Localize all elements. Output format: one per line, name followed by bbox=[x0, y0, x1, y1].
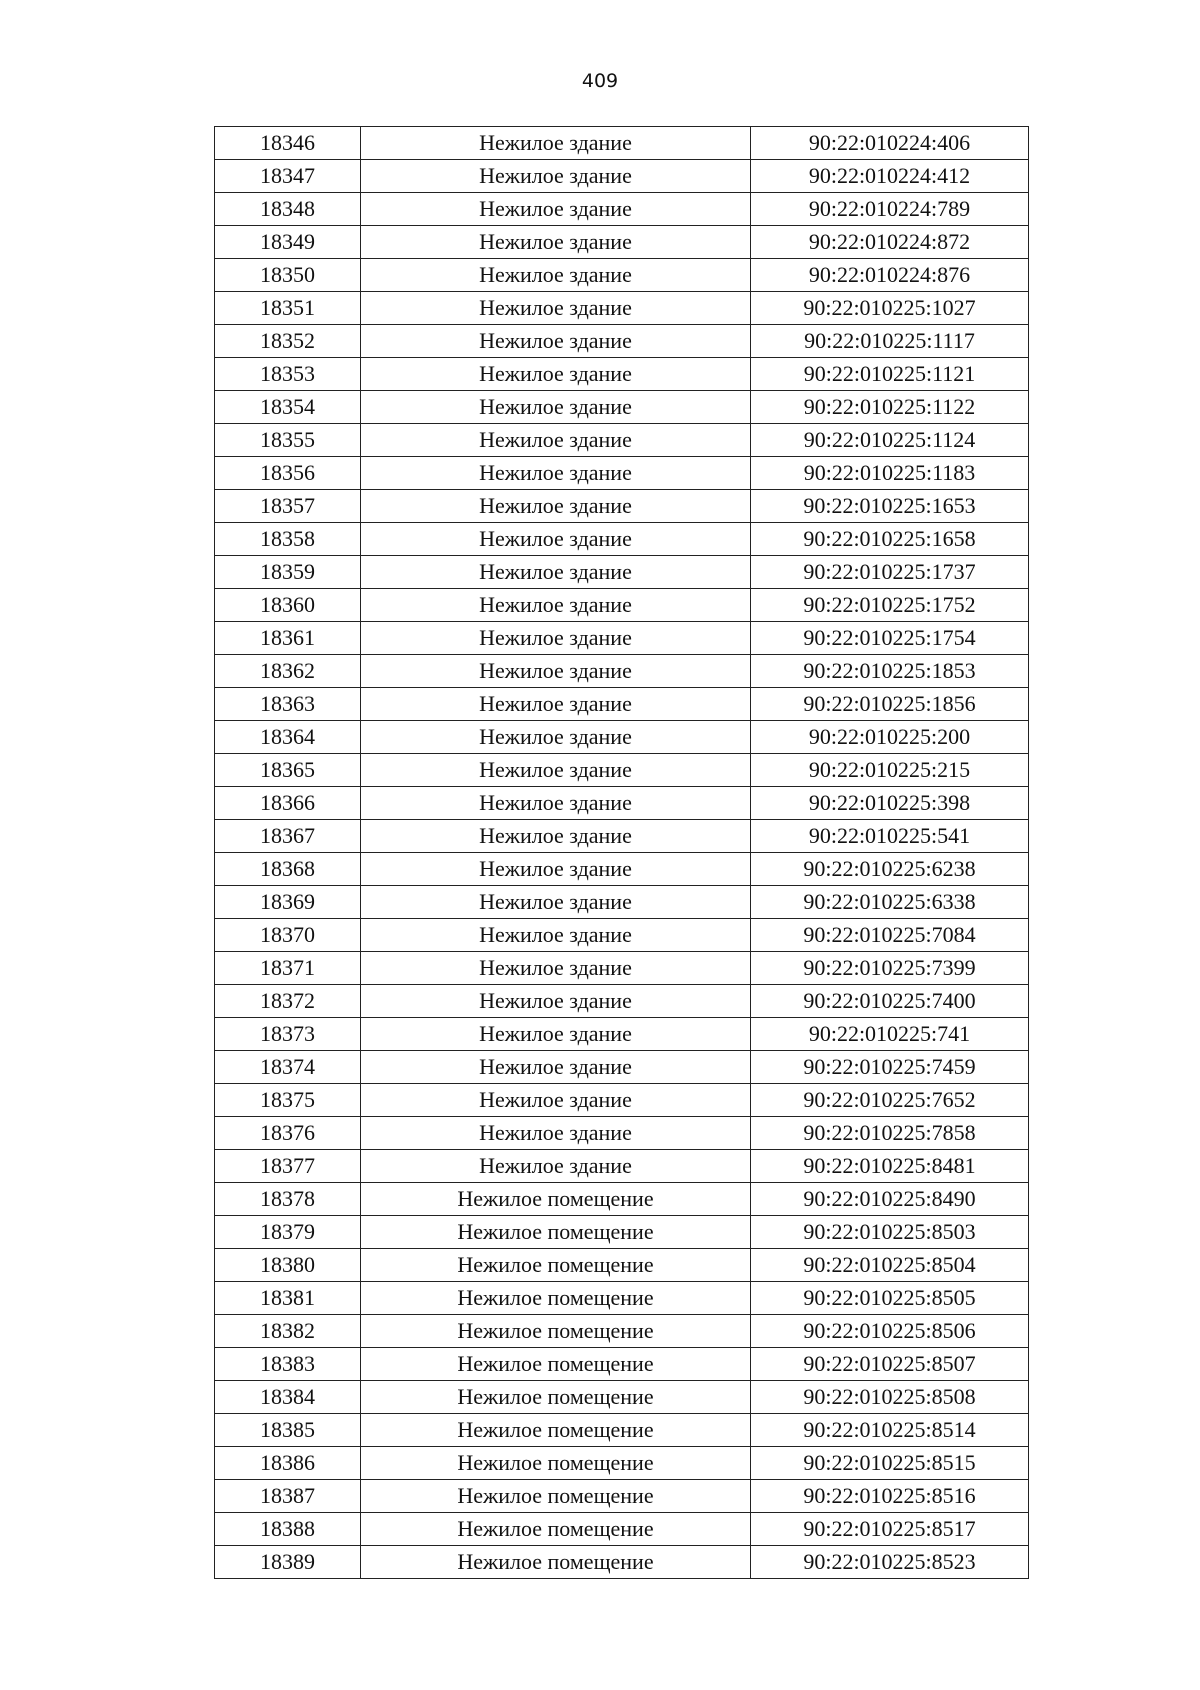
row-number-cell: 18386 bbox=[215, 1447, 361, 1480]
row-number-cell: 18351 bbox=[215, 292, 361, 325]
table-row bbox=[215, 358, 1029, 391]
row-number-cell: 18385 bbox=[215, 1414, 361, 1447]
cadastral-number-cell: 90:22:010225:1752 bbox=[751, 589, 1029, 622]
row-number-cell: 18387 bbox=[215, 1480, 361, 1513]
row-number-cell: 18377 bbox=[215, 1150, 361, 1183]
cadastral-number-cell: 90:22:010225:7459 bbox=[751, 1051, 1029, 1084]
object-type-cell: Нежилое помещение bbox=[361, 1513, 751, 1546]
row-number-cell: 18366 bbox=[215, 787, 361, 820]
row-number-cell: 18354 bbox=[215, 391, 361, 424]
table-row bbox=[215, 1480, 1029, 1513]
row-number-cell: 18376 bbox=[215, 1117, 361, 1150]
object-type-cell: Нежилое здание bbox=[361, 325, 751, 358]
table-row bbox=[215, 1447, 1029, 1480]
table-row bbox=[215, 589, 1029, 622]
row-number-cell: 18347 bbox=[215, 160, 361, 193]
cadastral-number-cell: 90:22:010225:7399 bbox=[751, 952, 1029, 985]
table-row bbox=[215, 886, 1029, 919]
cadastral-number-cell: 90:22:010225:1122 bbox=[751, 391, 1029, 424]
row-number-cell: 18357 bbox=[215, 490, 361, 523]
table-row bbox=[215, 127, 1029, 160]
object-type-cell: Нежилое помещение bbox=[361, 1447, 751, 1480]
object-type-cell: Нежилое здание bbox=[361, 226, 751, 259]
table-row bbox=[215, 919, 1029, 952]
object-type-cell: Нежилое здание bbox=[361, 787, 751, 820]
table-row bbox=[215, 160, 1029, 193]
object-type-cell: Нежилое помещение bbox=[361, 1216, 751, 1249]
object-type-cell: Нежилое помещение bbox=[361, 1381, 751, 1414]
cadastral-number-cell: 90:22:010225:8508 bbox=[751, 1381, 1029, 1414]
table-row bbox=[215, 490, 1029, 523]
cadastral-number-cell: 90:22:010225:8505 bbox=[751, 1282, 1029, 1315]
row-number-cell: 18369 bbox=[215, 886, 361, 919]
cadastral-number-cell: 90:22:010225:541 bbox=[751, 820, 1029, 853]
table-row bbox=[215, 1315, 1029, 1348]
cadastral-number-cell: 90:22:010224:412 bbox=[751, 160, 1029, 193]
object-type-cell: Нежилое помещение bbox=[361, 1315, 751, 1348]
cadastral-number-cell: 90:22:010225:7084 bbox=[751, 919, 1029, 952]
cadastral-number-cell: 90:22:010225:1027 bbox=[751, 292, 1029, 325]
table-row bbox=[215, 655, 1029, 688]
object-type-cell: Нежилое здание bbox=[361, 193, 751, 226]
row-number-cell: 18353 bbox=[215, 358, 361, 391]
cadastral-number-cell: 90:22:010225:1121 bbox=[751, 358, 1029, 391]
table-row bbox=[215, 259, 1029, 292]
row-number-cell: 18365 bbox=[215, 754, 361, 787]
object-type-cell: Нежилое здание bbox=[361, 721, 751, 754]
cadastral-number-cell: 90:22:010225:1653 bbox=[751, 490, 1029, 523]
object-type-cell: Нежилое здание bbox=[361, 1018, 751, 1051]
table-row bbox=[215, 193, 1029, 226]
row-number-cell: 18384 bbox=[215, 1381, 361, 1414]
table-row bbox=[215, 688, 1029, 721]
object-type-cell: Нежилое помещение bbox=[361, 1183, 751, 1216]
cadastral-number-cell: 90:22:010224:406 bbox=[751, 127, 1029, 160]
table-row bbox=[215, 622, 1029, 655]
object-type-cell: Нежилое здание bbox=[361, 292, 751, 325]
table-row bbox=[215, 1348, 1029, 1381]
object-type-cell: Нежилое здание bbox=[361, 1084, 751, 1117]
cadastral-number-cell: 90:22:010224:872 bbox=[751, 226, 1029, 259]
table-row bbox=[215, 985, 1029, 1018]
row-number-cell: 18360 bbox=[215, 589, 361, 622]
object-type-cell: Нежилое здание bbox=[361, 589, 751, 622]
object-type-cell: Нежилое здание bbox=[361, 754, 751, 787]
table-body bbox=[215, 127, 1029, 1579]
table-row bbox=[215, 1216, 1029, 1249]
table-row bbox=[215, 1546, 1029, 1579]
cadastral-number-cell: 90:22:010225:741 bbox=[751, 1018, 1029, 1051]
row-number-cell: 18373 bbox=[215, 1018, 361, 1051]
object-type-cell: Нежилое здание bbox=[361, 919, 751, 952]
object-type-cell: Нежилое здание bbox=[361, 259, 751, 292]
cadastral-number-cell: 90:22:010225:215 bbox=[751, 754, 1029, 787]
object-type-cell: Нежилое здание bbox=[361, 160, 751, 193]
table-row bbox=[215, 1249, 1029, 1282]
object-type-cell: Нежилое здание bbox=[361, 1051, 751, 1084]
cadastral-number-cell: 90:22:010225:7858 bbox=[751, 1117, 1029, 1150]
table-row bbox=[215, 754, 1029, 787]
cadastral-number-cell: 90:22:010225:8490 bbox=[751, 1183, 1029, 1216]
cadastral-number-cell: 90:22:010225:1737 bbox=[751, 556, 1029, 589]
table-row bbox=[215, 523, 1029, 556]
table-row bbox=[215, 1084, 1029, 1117]
table-row bbox=[215, 1183, 1029, 1216]
cadastral-number-cell: 90:22:010225:8523 bbox=[751, 1546, 1029, 1579]
object-type-cell: Нежилое помещение bbox=[361, 1480, 751, 1513]
cadastral-number-cell: 90:22:010225:8516 bbox=[751, 1480, 1029, 1513]
cadastral-number-cell: 90:22:010225:1117 bbox=[751, 325, 1029, 358]
cadastral-number-cell: 90:22:010225:8507 bbox=[751, 1348, 1029, 1381]
row-number-cell: 18374 bbox=[215, 1051, 361, 1084]
object-type-cell: Нежилое здание bbox=[361, 820, 751, 853]
cadastral-number-cell: 90:22:010225:8506 bbox=[751, 1315, 1029, 1348]
page-number: 409 bbox=[581, 70, 619, 92]
row-number-cell: 18356 bbox=[215, 457, 361, 490]
cadastral-number-cell: 90:22:010225:7652 bbox=[751, 1084, 1029, 1117]
row-number-cell: 18375 bbox=[215, 1084, 361, 1117]
object-type-cell: Нежилое здание bbox=[361, 985, 751, 1018]
table-row bbox=[215, 1513, 1029, 1546]
object-type-cell: Нежилое здание bbox=[361, 688, 751, 721]
object-type-cell: Нежилое здание bbox=[361, 1150, 751, 1183]
object-type-cell: Нежилое здание bbox=[361, 556, 751, 589]
cadastral-number-cell: 90:22:010225:8503 bbox=[751, 1216, 1029, 1249]
table-row bbox=[215, 1282, 1029, 1315]
object-type-cell: Нежилое здание bbox=[361, 424, 751, 457]
object-type-cell: Нежилое здание bbox=[361, 358, 751, 391]
row-number-cell: 18378 bbox=[215, 1183, 361, 1216]
table-row bbox=[215, 325, 1029, 358]
table-row bbox=[215, 853, 1029, 886]
object-type-cell: Нежилое здание bbox=[361, 457, 751, 490]
row-number-cell: 18358 bbox=[215, 523, 361, 556]
object-type-cell: Нежилое помещение bbox=[361, 1348, 751, 1381]
cadastral-number-cell: 90:22:010224:876 bbox=[751, 259, 1029, 292]
cadastral-number-cell: 90:22:010224:789 bbox=[751, 193, 1029, 226]
property-registry-table bbox=[214, 126, 1029, 1579]
cadastral-number-cell: 90:22:010225:1183 bbox=[751, 457, 1029, 490]
object-type-cell: Нежилое здание bbox=[361, 523, 751, 556]
row-number-cell: 18359 bbox=[215, 556, 361, 589]
row-number-cell: 18361 bbox=[215, 622, 361, 655]
row-number-cell: 18388 bbox=[215, 1513, 361, 1546]
object-type-cell: Нежилое здание bbox=[361, 622, 751, 655]
cadastral-number-cell: 90:22:010225:8514 bbox=[751, 1414, 1029, 1447]
object-type-cell: Нежилое помещение bbox=[361, 1414, 751, 1447]
table-row bbox=[215, 424, 1029, 457]
row-number-cell: 18348 bbox=[215, 193, 361, 226]
row-number-cell: 18364 bbox=[215, 721, 361, 754]
object-type-cell: Нежилое здание bbox=[361, 127, 751, 160]
row-number-cell: 18355 bbox=[215, 424, 361, 457]
row-number-cell: 18380 bbox=[215, 1249, 361, 1282]
cadastral-number-cell: 90:22:010225:7400 bbox=[751, 985, 1029, 1018]
table-row bbox=[215, 226, 1029, 259]
row-number-cell: 18362 bbox=[215, 655, 361, 688]
table-row bbox=[215, 787, 1029, 820]
cadastral-number-cell: 90:22:010225:8517 bbox=[751, 1513, 1029, 1546]
object-type-cell: Нежилое помещение bbox=[361, 1546, 751, 1579]
row-number-cell: 18382 bbox=[215, 1315, 361, 1348]
row-number-cell: 18349 bbox=[215, 226, 361, 259]
cadastral-number-cell: 90:22:010225:1853 bbox=[751, 655, 1029, 688]
cadastral-number-cell: 90:22:010225:6238 bbox=[751, 853, 1029, 886]
table-row bbox=[215, 292, 1029, 325]
object-type-cell: Нежилое помещение bbox=[361, 1282, 751, 1315]
row-number-cell: 18370 bbox=[215, 919, 361, 952]
cadastral-number-cell: 90:22:010225:6338 bbox=[751, 886, 1029, 919]
row-number-cell: 18381 bbox=[215, 1282, 361, 1315]
row-number-cell: 18350 bbox=[215, 259, 361, 292]
object-type-cell: Нежилое здание bbox=[361, 952, 751, 985]
table-row bbox=[215, 1381, 1029, 1414]
object-type-cell: Нежилое здание bbox=[361, 391, 751, 424]
row-number-cell: 18383 bbox=[215, 1348, 361, 1381]
table-row bbox=[215, 457, 1029, 490]
row-number-cell: 18372 bbox=[215, 985, 361, 1018]
table-row bbox=[215, 1018, 1029, 1051]
object-type-cell: Нежилое здание bbox=[361, 886, 751, 919]
table-row bbox=[215, 1117, 1029, 1150]
table-row bbox=[215, 1051, 1029, 1084]
cadastral-number-cell: 90:22:010225:200 bbox=[751, 721, 1029, 754]
table-row bbox=[215, 1414, 1029, 1447]
cadastral-number-cell: 90:22:010225:1124 bbox=[751, 424, 1029, 457]
table-row bbox=[215, 820, 1029, 853]
object-type-cell: Нежилое здание bbox=[361, 655, 751, 688]
row-number-cell: 18346 bbox=[215, 127, 361, 160]
cadastral-number-cell: 90:22:010225:8515 bbox=[751, 1447, 1029, 1480]
row-number-cell: 18389 bbox=[215, 1546, 361, 1579]
object-type-cell: Нежилое помещение bbox=[361, 1249, 751, 1282]
cadastral-number-cell: 90:22:010225:1658 bbox=[751, 523, 1029, 556]
table-row bbox=[215, 391, 1029, 424]
table-row bbox=[215, 721, 1029, 754]
cadastral-number-cell: 90:22:010225:1856 bbox=[751, 688, 1029, 721]
cadastral-number-cell: 90:22:010225:8481 bbox=[751, 1150, 1029, 1183]
object-type-cell: Нежилое здание bbox=[361, 1117, 751, 1150]
object-type-cell: Нежилое здание bbox=[361, 853, 751, 886]
row-number-cell: 18379 bbox=[215, 1216, 361, 1249]
row-number-cell: 18368 bbox=[215, 853, 361, 886]
row-number-cell: 18367 bbox=[215, 820, 361, 853]
object-type-cell: Нежилое здание bbox=[361, 490, 751, 523]
cadastral-number-cell: 90:22:010225:1754 bbox=[751, 622, 1029, 655]
row-number-cell: 18352 bbox=[215, 325, 361, 358]
table-row bbox=[215, 952, 1029, 985]
cadastral-number-cell: 90:22:010225:398 bbox=[751, 787, 1029, 820]
row-number-cell: 18371 bbox=[215, 952, 361, 985]
table-row bbox=[215, 556, 1029, 589]
row-number-cell: 18363 bbox=[215, 688, 361, 721]
cadastral-number-cell: 90:22:010225:8504 bbox=[751, 1249, 1029, 1282]
table-row bbox=[215, 1150, 1029, 1183]
